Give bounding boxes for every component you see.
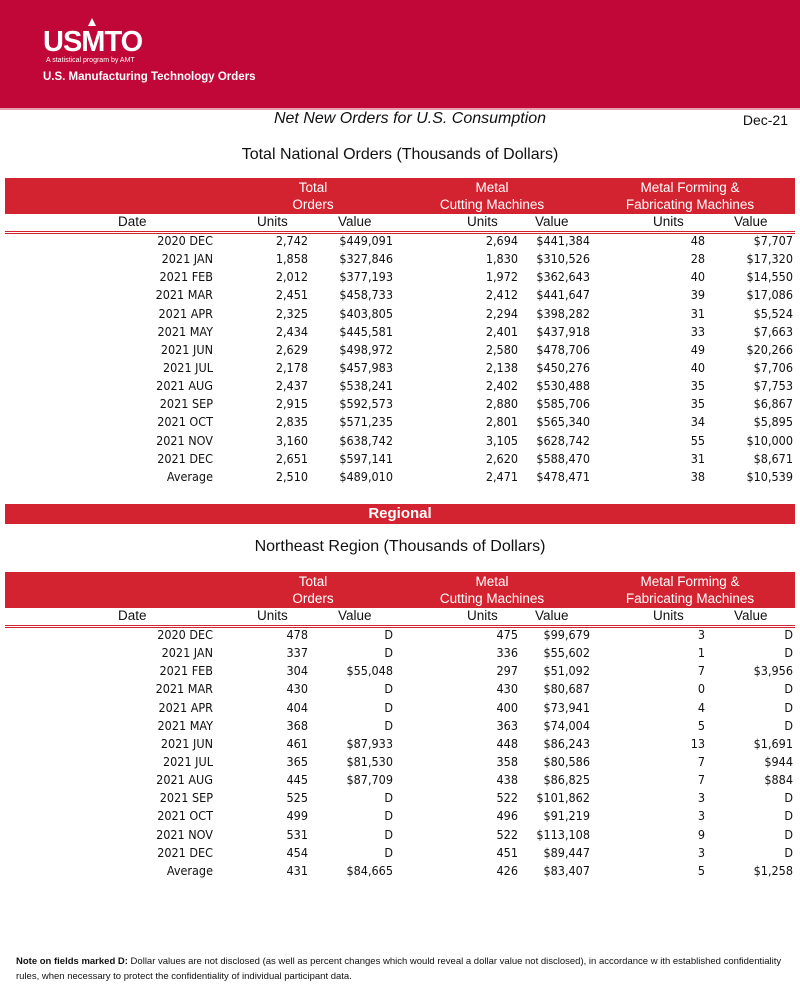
table-cell: 31 xyxy=(690,450,705,466)
table-cell: 3,160 xyxy=(275,432,308,448)
column-header: Units xyxy=(653,214,684,229)
table-row xyxy=(0,396,800,414)
column-header: Date xyxy=(118,608,147,623)
table-cell: 2021 NOV xyxy=(156,432,213,448)
table-cell: 2021 JAN xyxy=(161,645,213,661)
table-cell: 2021 JAN xyxy=(161,251,213,267)
table-cell: 2021 NOV xyxy=(156,826,213,842)
table-cell: $7,707 xyxy=(753,233,793,248)
footnote-text: Dollar values are not disclosed (as well as percent changes which would reveal a dollar value not disclosed), in accordance w ith established confidentiality rules, when necessary to protect the confidentiality of individual participant data. xyxy=(16,956,782,982)
table-cell: 522 xyxy=(496,826,518,842)
table-cell: 4 xyxy=(697,699,705,715)
table-cell: 31 xyxy=(690,305,705,321)
table-cell: 48 xyxy=(690,233,705,248)
table-cell: 7 xyxy=(697,772,705,788)
table-cell: 3 xyxy=(697,790,705,806)
table-cell: D xyxy=(384,699,393,715)
table-cell: D xyxy=(384,645,393,661)
table-cell: 2021 JUL xyxy=(163,359,213,375)
table-cell: $884 xyxy=(764,772,793,788)
table-cell: 531 xyxy=(286,826,308,842)
table-cell: 3 xyxy=(697,844,705,860)
table-cell: 2,437 xyxy=(275,378,308,394)
table-cell: 426 xyxy=(496,862,518,878)
table-cell: $571,235 xyxy=(339,414,393,430)
table-cell: 2021 DEC xyxy=(157,844,213,860)
table-cell: 2021 OCT xyxy=(157,414,213,430)
table-cell: D xyxy=(784,826,793,842)
table-cell: 2021 MAY xyxy=(157,717,213,733)
table-cell: D xyxy=(784,717,793,733)
table-row xyxy=(0,451,800,469)
table-row xyxy=(0,269,800,287)
table-cell: 7 xyxy=(697,753,705,769)
table-cell: 33 xyxy=(690,323,705,339)
table-cell: 2,801 xyxy=(485,414,518,430)
table-cell: $80,586 xyxy=(543,753,590,769)
table-cell: 2,880 xyxy=(485,396,518,412)
table-row xyxy=(0,378,800,396)
table-cell: D xyxy=(784,699,793,715)
table-cell: $17,320 xyxy=(746,251,793,267)
column-header: Units xyxy=(257,608,288,623)
table-cell: 2,412 xyxy=(485,287,518,303)
table-cell: D xyxy=(784,645,793,661)
table-cell: D xyxy=(384,717,393,733)
table-cell: 2,401 xyxy=(485,323,518,339)
group-line: Metal Forming & xyxy=(640,574,740,589)
column-header: Units xyxy=(467,608,498,623)
table-cell: D xyxy=(384,681,393,697)
table-cell: $80,687 xyxy=(543,681,590,697)
table-row xyxy=(0,645,800,663)
table-cell: 2021 SEP xyxy=(159,396,213,412)
table-cell: 9 xyxy=(697,826,705,842)
column-header: Value xyxy=(734,214,768,229)
table-cell: $10,000 xyxy=(746,432,793,448)
table-row xyxy=(0,772,800,790)
table-cell: $377,193 xyxy=(339,269,393,285)
table-cell: 2,294 xyxy=(485,305,518,321)
table-row xyxy=(0,324,800,342)
table-cell: 3 xyxy=(697,808,705,824)
table-cell: 2021 OCT xyxy=(157,808,213,824)
table-cell: $81,530 xyxy=(346,753,393,769)
group-total-orders xyxy=(253,573,373,607)
banner-title: U.S. Manufacturing Technology Orders xyxy=(43,71,256,83)
table-cell: $84,665 xyxy=(346,862,393,878)
table-cell: $628,742 xyxy=(536,432,590,448)
table-cell: 40 xyxy=(690,359,705,375)
table-cell: 2,178 xyxy=(275,359,308,375)
table-cell: $310,526 xyxy=(536,251,590,267)
table-row xyxy=(0,790,800,808)
table-row xyxy=(0,700,800,718)
table-cell: $101,862 xyxy=(536,790,590,806)
table-cell: $362,643 xyxy=(536,269,590,285)
table-cell: 499 xyxy=(286,808,308,824)
table-cell: $83,407 xyxy=(543,862,590,878)
table-row xyxy=(0,845,800,863)
group-line: Metal Forming & xyxy=(640,180,740,195)
column-header: Value xyxy=(734,608,768,623)
table-row xyxy=(0,251,800,269)
table-cell: $6,867 xyxy=(753,396,793,412)
table-cell: $5,524 xyxy=(753,305,793,321)
table-cell: $1,258 xyxy=(753,862,793,878)
group-line: Total xyxy=(298,574,328,589)
table-cell: $445,581 xyxy=(339,323,393,339)
table-cell: 304 xyxy=(286,663,308,679)
table-row xyxy=(0,469,800,487)
northeast-title: Northeast Region (Thousands of Dollars) xyxy=(254,538,546,555)
table-cell: 2,325 xyxy=(275,305,308,321)
group-metal-cutting xyxy=(422,573,562,607)
group-line: Cutting Machines xyxy=(439,197,545,212)
table-cell: 1,972 xyxy=(485,269,518,285)
group-line: Fabricating Machines xyxy=(625,591,755,606)
table-cell: 2,434 xyxy=(275,323,308,339)
table-row xyxy=(0,863,800,881)
table-cell: 2021 FEB xyxy=(159,269,213,285)
table-row xyxy=(0,414,800,432)
table-cell: 368 xyxy=(286,717,308,733)
table-cell: 2020 DEC xyxy=(157,233,213,248)
table-cell: 13 xyxy=(690,735,705,751)
table-body xyxy=(0,627,800,881)
table-cell: $87,709 xyxy=(346,772,393,788)
table-cell: 2021 AUG xyxy=(156,378,213,394)
table-cell: 430 xyxy=(496,681,518,697)
table-cell: 445 xyxy=(286,772,308,788)
table-cell: $10,539 xyxy=(746,468,793,484)
table-cell: 7 xyxy=(697,663,705,679)
table-cell: 49 xyxy=(690,341,705,357)
table-body xyxy=(0,233,800,487)
footnote xyxy=(16,954,786,984)
table-cell: 2,742 xyxy=(275,233,308,248)
table-cell: 2020 DEC xyxy=(157,627,213,642)
table-cell: 34 xyxy=(690,414,705,430)
table-cell: 448 xyxy=(496,735,518,751)
table-cell: $585,706 xyxy=(536,396,590,412)
column-group-band xyxy=(5,572,795,608)
table-cell: 2,651 xyxy=(275,450,308,466)
table-cell: D xyxy=(384,826,393,842)
table-cell: 2021 MAY xyxy=(157,323,213,339)
table-cell: $538,241 xyxy=(339,378,393,394)
regional-band: Regional xyxy=(5,504,795,524)
logo-tagline: A statistical program by AMT xyxy=(46,57,135,64)
table-cell: 2021 DEC xyxy=(157,450,213,466)
table-cell: D xyxy=(384,808,393,824)
logo-arrow-icon xyxy=(88,18,96,26)
usmto-logo: USMTO xyxy=(43,26,143,58)
table-cell: 2021 JUL xyxy=(163,753,213,769)
table-cell: $565,340 xyxy=(536,414,590,430)
report-date: Dec-21 xyxy=(742,112,788,128)
group-line: Orders xyxy=(292,197,334,212)
table-cell: 2,694 xyxy=(485,233,518,248)
table-cell: 337 xyxy=(286,645,308,661)
table-cell: 2021 SEP xyxy=(159,790,213,806)
table-cell: 1 xyxy=(697,645,705,661)
table-cell: 39 xyxy=(690,287,705,303)
table-cell: 2021 APR xyxy=(158,699,213,715)
table-cell: 358 xyxy=(496,753,518,769)
group-line: Orders xyxy=(292,591,334,606)
column-header: Units xyxy=(467,214,498,229)
group-metal-forming xyxy=(610,179,770,213)
table-cell: Average xyxy=(166,468,213,484)
table-cell: $86,825 xyxy=(543,772,590,788)
column-header: Value xyxy=(535,214,569,229)
header-divider xyxy=(5,231,795,232)
table-cell: 2,138 xyxy=(485,359,518,375)
column-headers xyxy=(5,608,795,625)
table-cell: 2021 JUN xyxy=(160,735,213,751)
table-cell: 297 xyxy=(496,663,518,679)
table-cell: 2021 AUG xyxy=(156,772,213,788)
table-cell: 2,835 xyxy=(275,414,308,430)
table-cell: $592,573 xyxy=(339,396,393,412)
table-cell: 3 xyxy=(697,627,705,642)
column-group-band xyxy=(5,178,795,214)
group-line: Metal xyxy=(475,574,509,589)
report-title: Net New Orders for U.S. Consumption xyxy=(273,110,547,127)
table-cell: $99,679 xyxy=(543,627,590,642)
table-cell: 438 xyxy=(496,772,518,788)
table-cell: $7,663 xyxy=(753,323,793,339)
table-cell: 2,012 xyxy=(275,269,308,285)
table-cell: $403,805 xyxy=(339,305,393,321)
table-cell: 525 xyxy=(286,790,308,806)
table-cell: 38 xyxy=(690,468,705,484)
table-cell: $7,706 xyxy=(753,359,793,375)
table-cell: 35 xyxy=(690,396,705,412)
table-cell: 478 xyxy=(286,627,308,642)
table-row xyxy=(0,718,800,736)
table-cell: 0 xyxy=(697,681,705,697)
table-cell: D xyxy=(384,844,393,860)
table-cell: $944 xyxy=(764,753,793,769)
table-cell: $530,488 xyxy=(536,378,590,394)
table-cell: $489,010 xyxy=(339,468,393,484)
group-line: Cutting Machines xyxy=(439,591,545,606)
table-cell: 365 xyxy=(286,753,308,769)
table-cell: 35 xyxy=(690,378,705,394)
table-cell: 2,451 xyxy=(275,287,308,303)
table-cell: D xyxy=(384,627,393,642)
table-cell: $113,108 xyxy=(536,826,590,842)
column-header: Value xyxy=(535,608,569,623)
table-cell: 1,858 xyxy=(275,251,308,267)
table-cell: $327,846 xyxy=(339,251,393,267)
column-header: Date xyxy=(118,214,147,229)
table-cell: D xyxy=(784,790,793,806)
table-cell: $17,086 xyxy=(746,287,793,303)
table-cell: $437,918 xyxy=(536,323,590,339)
table-cell: 2021 FEB xyxy=(159,663,213,679)
table-row xyxy=(0,433,800,451)
table-row xyxy=(0,736,800,754)
table-cell: 336 xyxy=(496,645,518,661)
table-cell: $3,956 xyxy=(753,663,793,679)
table-row xyxy=(0,306,800,324)
table-row xyxy=(0,681,800,699)
table-cell: $86,243 xyxy=(543,735,590,751)
table-row xyxy=(0,827,800,845)
table-cell: $588,470 xyxy=(536,450,590,466)
group-total-orders xyxy=(253,179,373,213)
table-row xyxy=(0,342,800,360)
table-cell: 2,510 xyxy=(275,468,308,484)
table-cell: 363 xyxy=(496,717,518,733)
column-header: Units xyxy=(257,214,288,229)
table-cell: $20,266 xyxy=(746,341,793,357)
table-cell: 2,915 xyxy=(275,396,308,412)
group-line: Total xyxy=(298,180,328,195)
table-row xyxy=(0,627,800,645)
table-cell: 430 xyxy=(286,681,308,697)
table-cell: 2021 MAR xyxy=(155,287,213,303)
table-cell: $73,941 xyxy=(543,699,590,715)
table-cell: 2,629 xyxy=(275,341,308,357)
header-banner xyxy=(0,0,800,110)
table-cell: $14,550 xyxy=(746,269,793,285)
table-cell: 522 xyxy=(496,790,518,806)
table-cell: $638,742 xyxy=(339,432,393,448)
table-cell: D xyxy=(784,681,793,697)
national-title: Total National Orders (Thousands of Dollars) xyxy=(241,146,559,163)
table-cell: D xyxy=(384,790,393,806)
table-cell: 2,471 xyxy=(485,468,518,484)
table-row xyxy=(0,663,800,681)
table-cell: D xyxy=(784,627,793,642)
table-row xyxy=(0,808,800,826)
table-cell: $498,972 xyxy=(339,341,393,357)
table-cell: 2021 APR xyxy=(158,305,213,321)
table-cell: 2,580 xyxy=(485,341,518,357)
column-header: Value xyxy=(338,214,372,229)
table-cell: $7,753 xyxy=(753,378,793,394)
table-cell: $87,933 xyxy=(346,735,393,751)
column-header: Units xyxy=(653,608,684,623)
table-cell: 5 xyxy=(697,717,705,733)
table-cell: $89,447 xyxy=(543,844,590,860)
table-cell: 496 xyxy=(496,808,518,824)
table-cell: $458,733 xyxy=(339,287,393,303)
table-cell: 55 xyxy=(690,432,705,448)
table-cell: D xyxy=(784,808,793,824)
table-cell: 28 xyxy=(690,251,705,267)
table-cell: $51,092 xyxy=(543,663,590,679)
table-cell: 400 xyxy=(496,699,518,715)
table-cell: $457,983 xyxy=(339,359,393,375)
table-cell: 1,830 xyxy=(485,251,518,267)
table-cell: 40 xyxy=(690,269,705,285)
table-cell: $1,691 xyxy=(753,735,793,751)
group-metal-cutting xyxy=(422,179,562,213)
table-cell: $441,384 xyxy=(536,233,590,248)
group-line: Fabricating Machines xyxy=(625,197,755,212)
table-cell: 2021 JUN xyxy=(160,341,213,357)
table-row xyxy=(0,287,800,305)
table-cell: 431 xyxy=(286,862,308,878)
table-row xyxy=(0,233,800,251)
table-cell: $55,602 xyxy=(543,645,590,661)
table-cell: $478,706 xyxy=(536,341,590,357)
header-divider xyxy=(5,625,795,626)
table-cell: 2,402 xyxy=(485,378,518,394)
table-cell: 454 xyxy=(286,844,308,860)
table-cell: $55,048 xyxy=(346,663,393,679)
table-cell: 3,105 xyxy=(485,432,518,448)
table-cell: 451 xyxy=(496,844,518,860)
table-cell: $450,276 xyxy=(536,359,590,375)
table-cell: 2,620 xyxy=(485,450,518,466)
table-cell: Average xyxy=(166,862,213,878)
table-row xyxy=(0,360,800,378)
column-headers xyxy=(5,214,795,231)
table-cell: $449,091 xyxy=(339,233,393,248)
table-row xyxy=(0,754,800,772)
table-cell: 5 xyxy=(697,862,705,878)
group-metal-forming xyxy=(610,573,770,607)
table-cell: $398,282 xyxy=(536,305,590,321)
table-cell: $478,471 xyxy=(536,468,590,484)
table-cell: 404 xyxy=(286,699,308,715)
column-header: Value xyxy=(338,608,372,623)
table-cell: D xyxy=(784,844,793,860)
table-cell: $8,671 xyxy=(753,450,793,466)
group-line: Metal xyxy=(475,180,509,195)
footnote-label: Note on fields marked D: xyxy=(16,956,128,967)
table-cell: $91,219 xyxy=(543,808,590,824)
table-cell: $441,647 xyxy=(536,287,590,303)
table-cell: $5,895 xyxy=(753,414,793,430)
table-cell: $74,004 xyxy=(543,717,590,733)
table-cell: 461 xyxy=(286,735,308,751)
table-cell: 2021 MAR xyxy=(155,681,213,697)
table-cell: $597,141 xyxy=(339,450,393,466)
table-cell: 475 xyxy=(496,627,518,642)
